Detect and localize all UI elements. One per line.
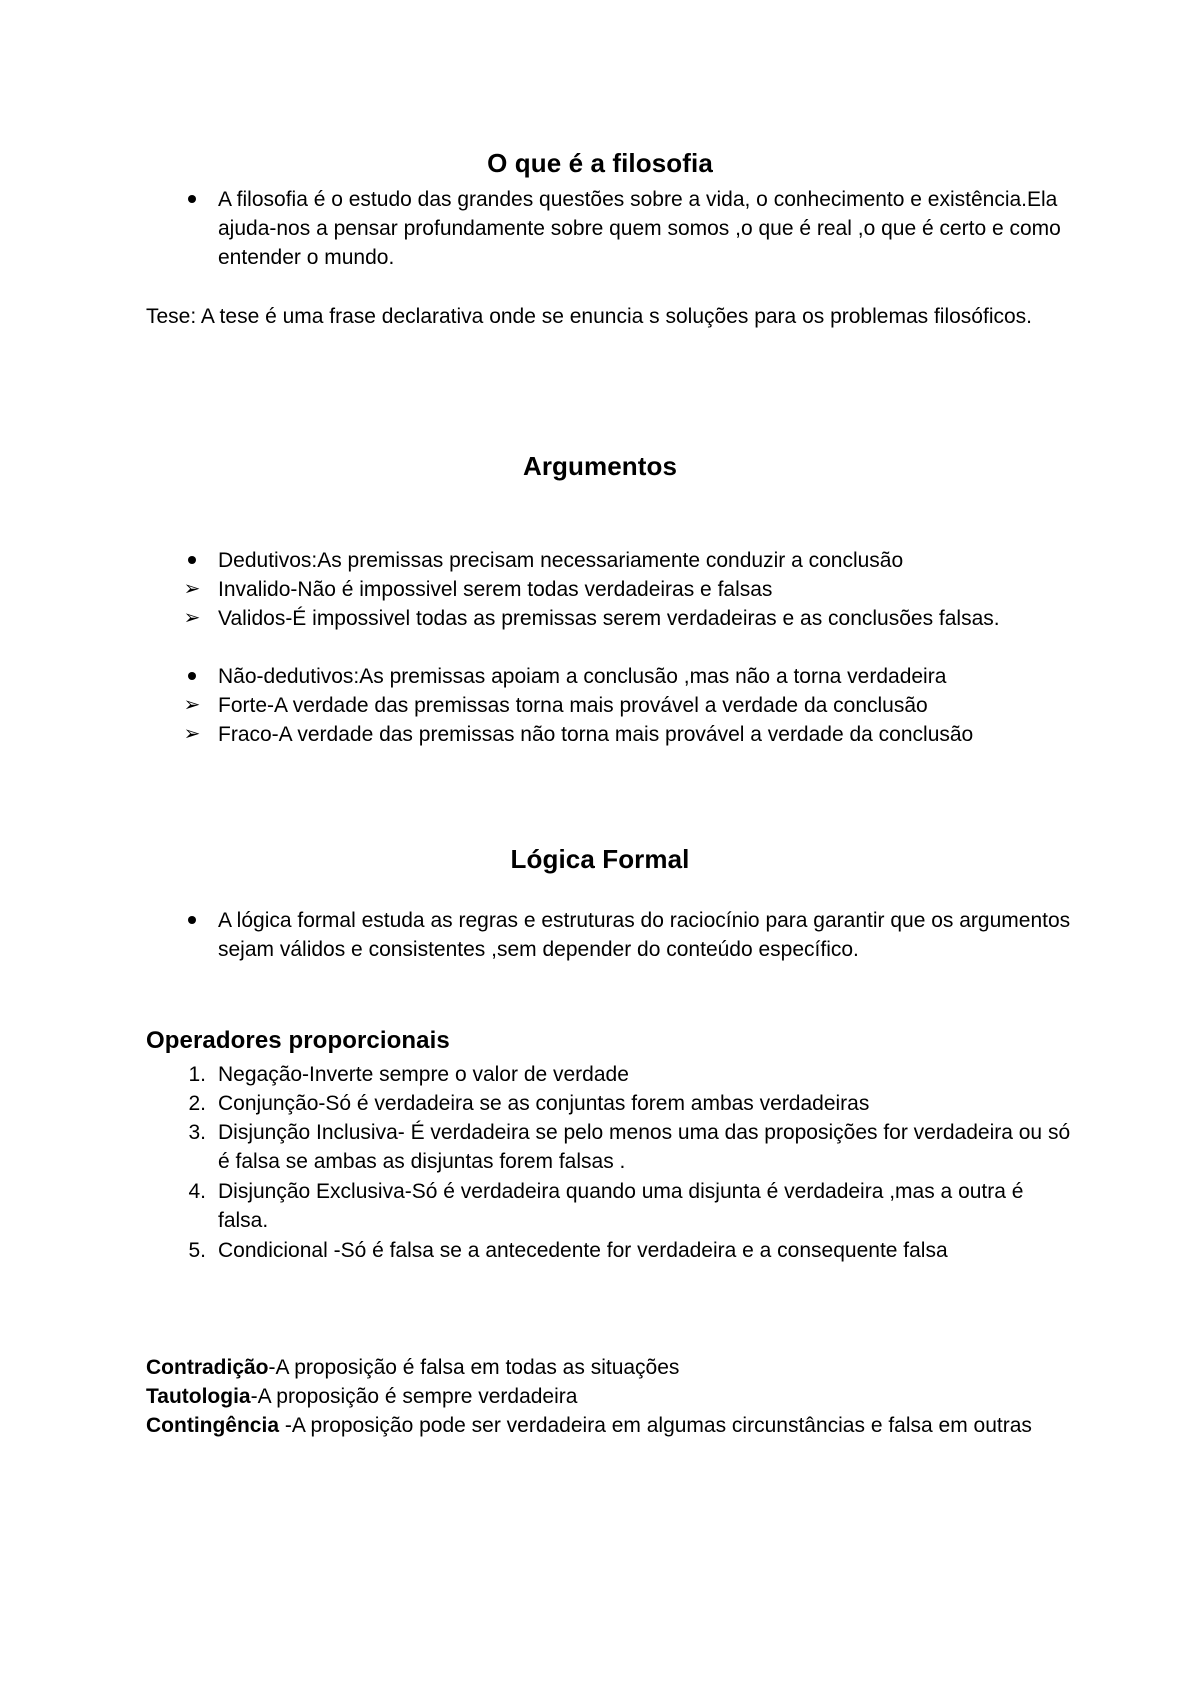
forte-text: Forte-A verdade das premissas torna mais provável a verdade da conclusão xyxy=(218,694,928,717)
nao-dedutivos-text: Não-dedutivos:As premissas apoiam a conclusão ,mas não a torna verdadeira xyxy=(218,665,947,688)
list-item xyxy=(188,1089,1078,1118)
list-item xyxy=(183,604,1078,633)
operador-disjuncao-exclusiva: Disjunção Exclusiva-Só é verdadeira quando uma disjunta é verdadeira ,mas a outra é falsa. xyxy=(218,1180,1024,1232)
list-item xyxy=(188,1177,1078,1235)
dedutivos-text: Dedutivos:As premissas precisam necessariamente conduzir a conclusão xyxy=(218,549,904,572)
list-number: 3. xyxy=(188,1121,206,1144)
arrow-bullet-icon: ➢ xyxy=(183,578,201,600)
list-item xyxy=(218,185,1078,272)
list-item xyxy=(188,1118,1078,1176)
bullet-dot-icon xyxy=(180,662,204,691)
logica-definition: A lógica formal estuda as regras e estruturas do raciocínio para garantir que os argumentos sejam válidos e consistentes ,sem depender do conteúdo específico. xyxy=(218,909,1071,961)
list-item xyxy=(218,662,1078,691)
validos-text: Validos-É impossivel todas as premissas serem verdadeiras e as conclusões falsas. xyxy=(218,607,1000,630)
list-number: 4. xyxy=(188,1180,206,1203)
term-tautologia: Tautologia xyxy=(146,1385,251,1408)
filosofia-definition: A filosofia é o estudo das grandes questões sobre a vida, o conhecimento e existência.Ela ajuda-nos a pensar profundamente sobre quem somos ,o que é real ,o que é certo e como entender o mundo. xyxy=(218,188,1061,269)
tese-paragraph: Tese: A tese é uma frase declarativa onde se enuncia s soluções para os problemas filosóficos. xyxy=(146,305,1032,328)
list-item xyxy=(183,575,1078,604)
operador-conjuncao: Conjunção-Só é verdadeira se as conjuntas forem ambas verdadeiras xyxy=(218,1092,870,1115)
list-item xyxy=(188,1060,1078,1089)
list-number: 2. xyxy=(188,1092,206,1115)
bullet-dot-icon xyxy=(180,185,204,214)
heading-operadores: Operadores proporcionais xyxy=(146,1027,450,1054)
heading-logica-formal: Lógica Formal xyxy=(510,844,690,874)
operador-disjuncao-inclusiva: Disjunção Inclusiva- É verdadeira se pelo menos uma das proposições for verdadeira ou só é falsa se ambas as disjuntas forem falsas . xyxy=(218,1121,1071,1173)
term-contingencia: Contingência xyxy=(146,1414,280,1437)
definition-contingencia: Contingência -A proposição pode ser verdadeira em algumas circunstâncias e falsa em outras xyxy=(146,1414,1032,1437)
heading-filosofia: O que é a filosofia xyxy=(487,148,713,178)
definition-contradicao: Contradição-A proposição é falsa em todas as situações xyxy=(146,1356,680,1379)
list-number: 1. xyxy=(188,1063,206,1086)
list-item xyxy=(218,906,1078,964)
list-number: 5. xyxy=(188,1239,206,1262)
operador-negacao: Negação-Inverte sempre o valor de verdade xyxy=(218,1063,629,1086)
operador-condicional: Condicional -Só é falsa se a antecedente for verdadeira e a consequente falsa xyxy=(218,1239,948,1262)
arrow-bullet-icon: ➢ xyxy=(183,607,201,629)
list-item xyxy=(183,720,1078,749)
invalido-text: Invalido-Não é impossivel serem todas verdadeiras e falsas xyxy=(218,578,773,601)
list-item xyxy=(218,546,1078,575)
list-item xyxy=(188,1236,1078,1265)
arrow-bullet-icon: ➢ xyxy=(183,694,201,716)
heading-argumentos: Argumentos xyxy=(522,451,678,481)
fraco-text: Fraco-A verdade das premissas não torna mais provável a verdade da conclusão xyxy=(218,723,974,746)
bullet-dot-icon xyxy=(180,546,204,575)
list-item xyxy=(183,691,1078,720)
definition-tautologia: Tautologia-A proposição é sempre verdadeira xyxy=(146,1385,578,1408)
arrow-bullet-icon: ➢ xyxy=(183,723,201,745)
bullet-dot-icon xyxy=(180,906,204,935)
term-contradicao: Contradição xyxy=(146,1356,269,1379)
